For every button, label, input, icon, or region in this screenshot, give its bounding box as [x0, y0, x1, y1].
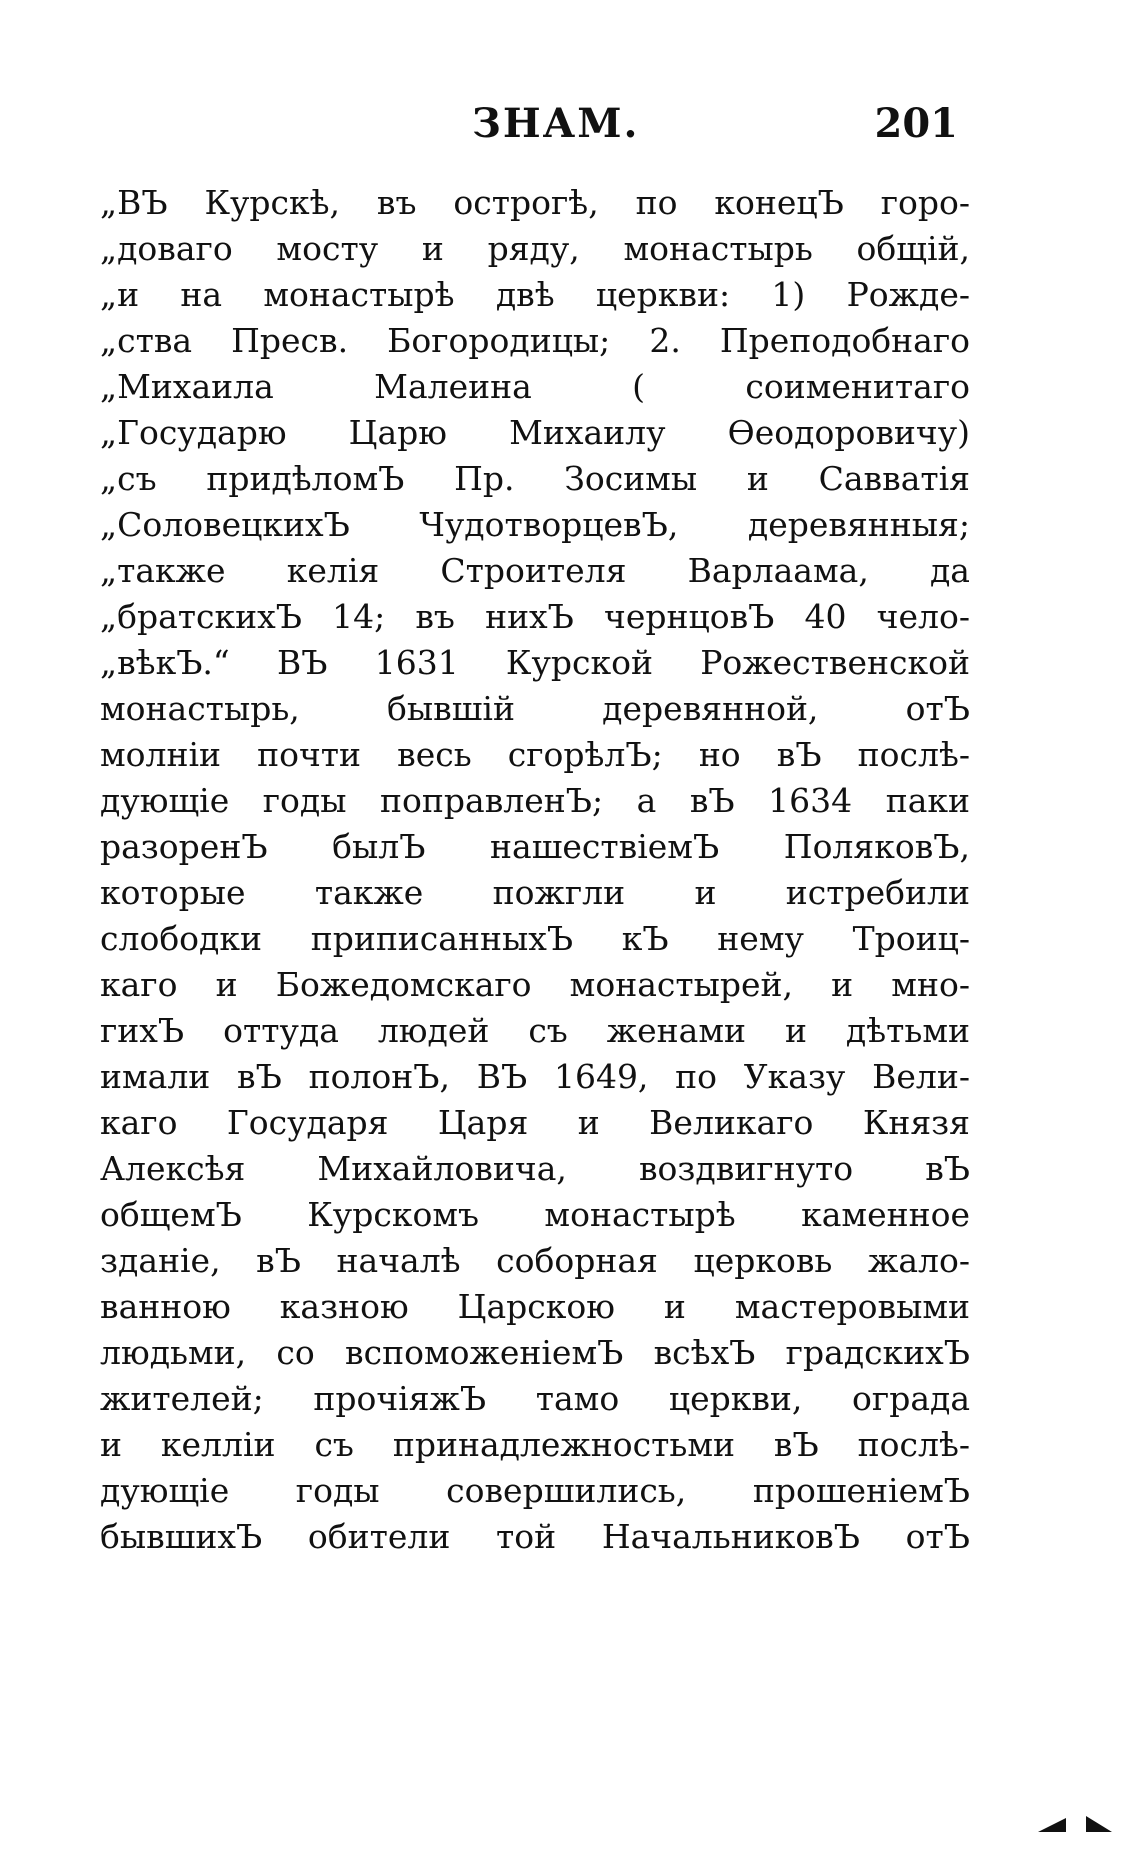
text-line: общемЪ Курскомъ монастырѣ каменное	[100, 1195, 970, 1234]
text-line: „вѣкЪ.“ ВЪ 1631 Курской Рожественской	[100, 643, 970, 682]
text-line: слободки приписанныхЪ кЪ нему Троиц-	[100, 919, 970, 958]
text-line: ванною казною Царскою и мастеровыми	[100, 1287, 970, 1326]
text-line: гихЪ оттуда людей съ женами и дѣтьми	[100, 1011, 970, 1050]
text-line: которые также пожгли и истребили	[100, 873, 970, 912]
text-line: разоренЪ былЪ нашествіемЪ ПоляковЪ,	[100, 827, 970, 866]
text-line: монастырь, бывшій деревянной, отЪ	[100, 689, 970, 728]
text-line: имали вЪ полонЪ, ВЪ 1649, по Указу Вели-	[100, 1057, 970, 1096]
text-line: дующіе годы совершились, прошеніемЪ	[100, 1471, 970, 1510]
text-line: каго Государя Царя и Великаго Князя	[100, 1103, 970, 1142]
text-line: „съ придѣломЪ Пр. Зосимы и Савватія	[100, 459, 970, 498]
text-line: „Михаила Малеина ( соименитаго	[100, 367, 970, 406]
running-head: ЗНАМ.	[472, 100, 640, 147]
text-line: Алексѣя Михайловича, воздвигнуто вЪ	[100, 1149, 970, 1188]
text-line: жителей; прочіяжЪ тамо церкви, ограда	[100, 1379, 970, 1418]
text-line: „также келія Строителя Варлаама, да	[100, 551, 970, 590]
text-line: „СоловецкихЪ ЧудотворцевЪ, деревянныя;	[100, 505, 970, 544]
page-header	[100, 100, 970, 160]
text-line: „братскихЪ 14; въ нихЪ чернцовЪ 40 чело-	[100, 597, 970, 636]
corner-ornament-icon	[1036, 1812, 1116, 1834]
text-line: зданіе, вЪ началѣ соборная церковь жало-	[100, 1241, 970, 1280]
text-line: „ВЪ Курскѣ, въ острогѣ, по конецЪ горо-	[100, 183, 970, 222]
text-line: молніи почти весь сгорѣлЪ; но вЪ послѣ-	[100, 735, 970, 774]
page-number: 201	[874, 100, 958, 147]
text-line: „Государю Царю Михаилу Ѳеодоровичу)	[100, 413, 970, 452]
text-line: „и на монастырѣ двѣ церкви: 1) Рожде-	[100, 275, 970, 314]
body-text	[100, 180, 970, 1560]
text-line: каго и Божедомскаго монастырей, и мно-	[100, 965, 970, 1004]
text-line: людьми, со вспоможеніемЪ всѣхЪ градскихЪ	[100, 1333, 970, 1372]
text-line: и келліи съ принадлежностьми вЪ послѣ-	[100, 1425, 970, 1464]
text-line: бывшихЪ обители той НачальниковЪ отЪ	[100, 1517, 970, 1556]
text-line: дующіе годы поправленЪ; а вЪ 1634 паки	[100, 781, 970, 820]
text-line: „доваго мосту и ряду, монастырь общій,	[100, 229, 970, 268]
text-line: „ства Пресв. Богородицы; 2. Преподобнаго	[100, 321, 970, 360]
